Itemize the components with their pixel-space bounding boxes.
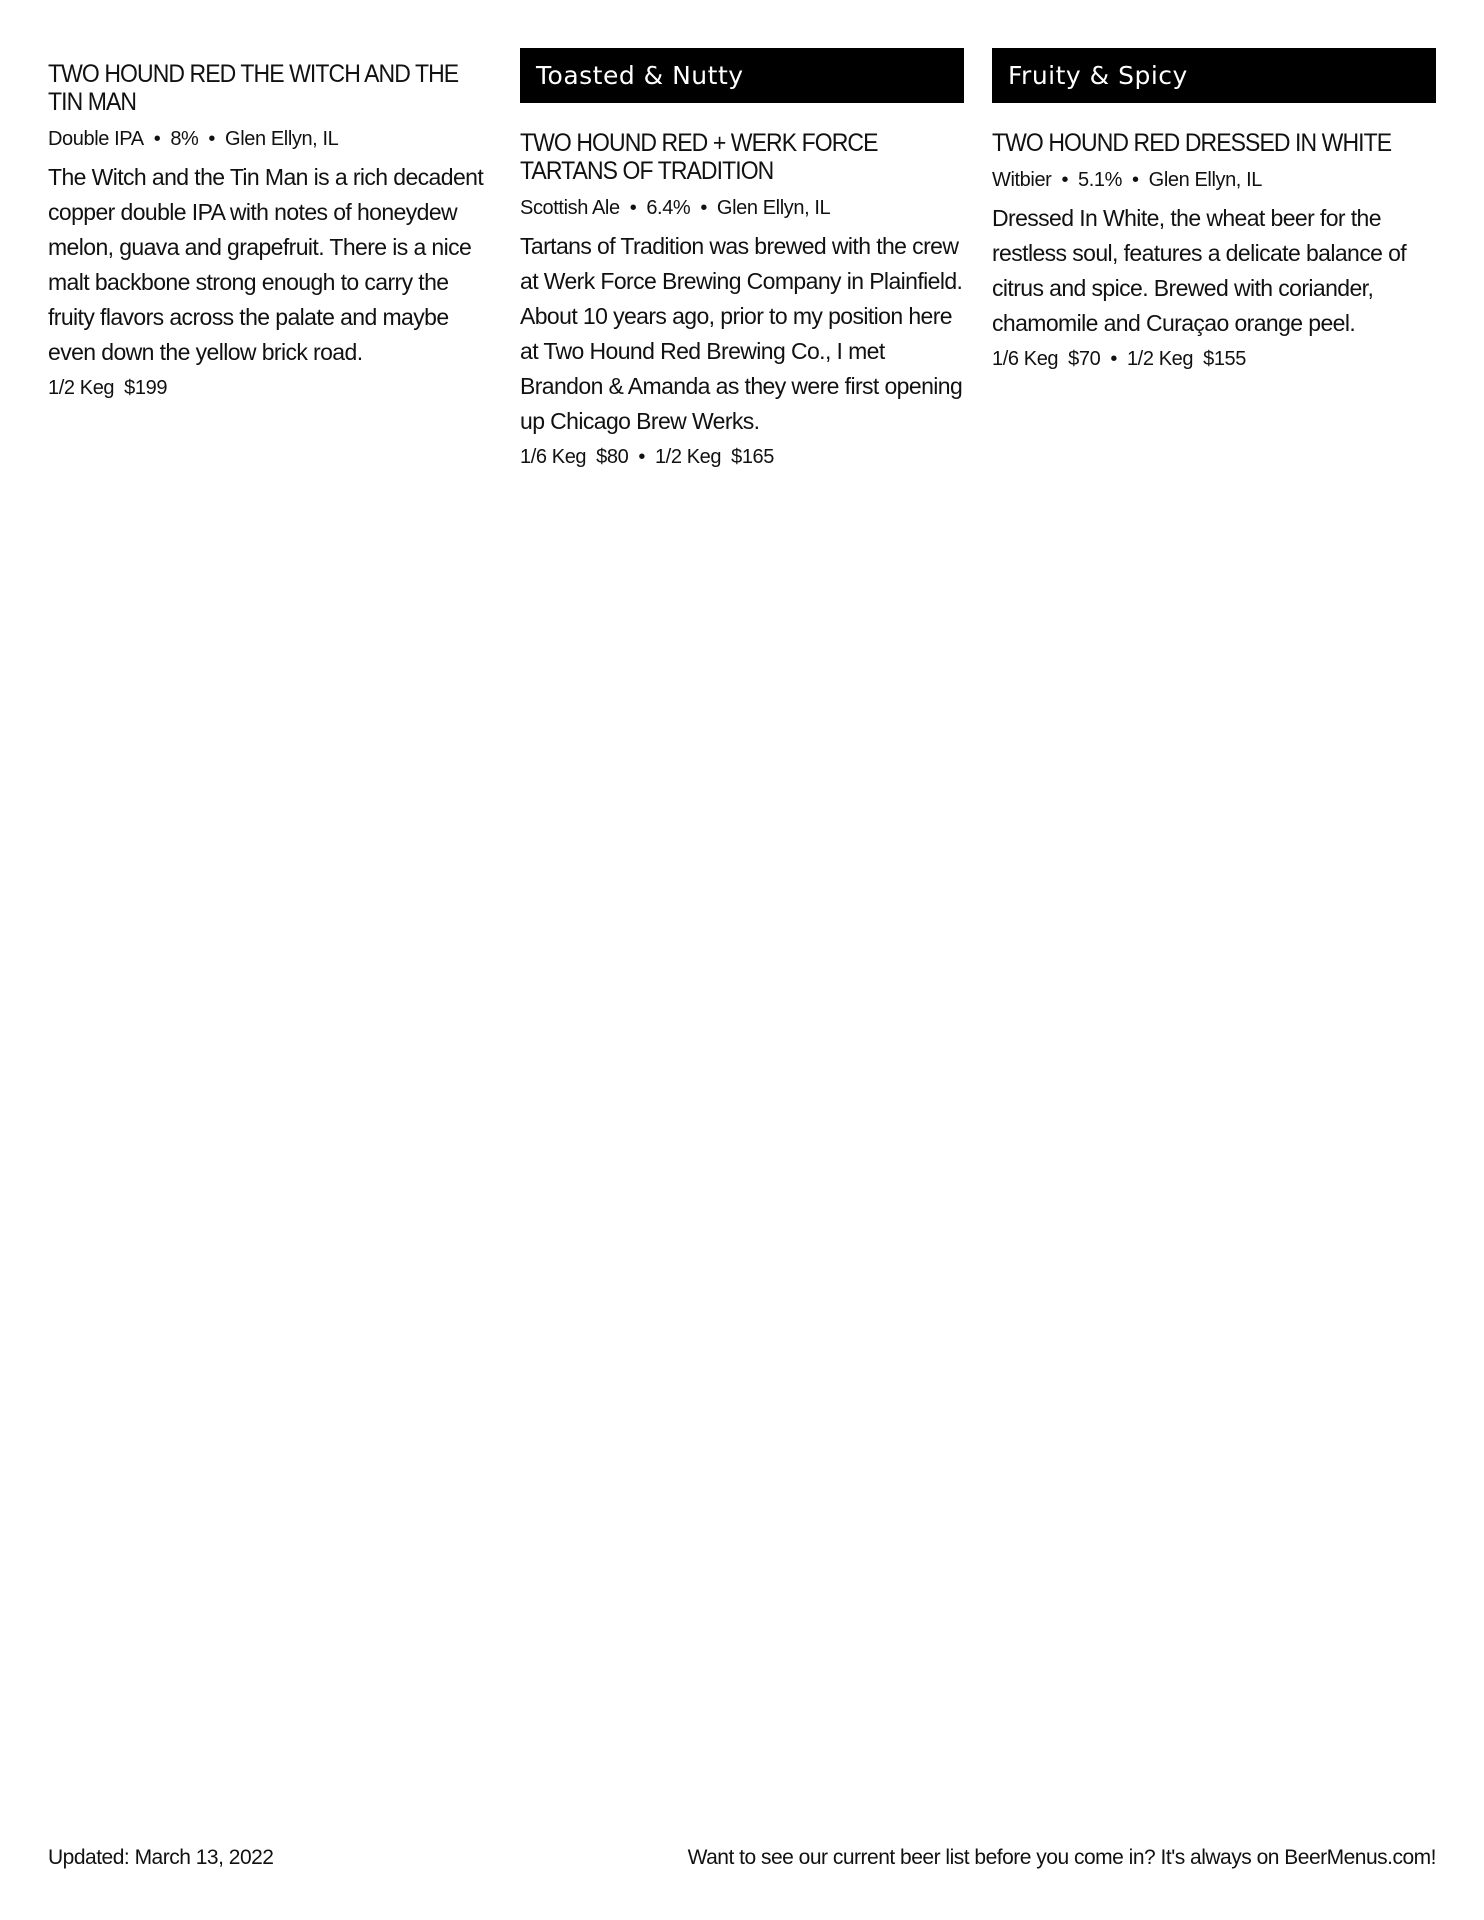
beer-prices: [520, 443, 964, 471]
beer-style: Double IPA: [48, 128, 144, 150]
section-header-fruity-spicy: Fruity & Spicy: [992, 48, 1436, 103]
menu-column-2: [520, 48, 964, 495]
beer-abv: 6.4%: [646, 197, 691, 219]
beer-meta: [520, 195, 964, 221]
separator-dot: •: [1061, 169, 1069, 191]
keg-size: 1/2 Keg: [654, 446, 722, 468]
keg-price: $199: [124, 377, 168, 399]
separator-dot: •: [208, 128, 216, 150]
beer-style: Witbier: [992, 169, 1052, 191]
beer-name: TWO HOUND RED DRESSED IN WHITE: [992, 129, 1392, 157]
beer-item: [48, 60, 492, 402]
beer-meta: [992, 167, 1436, 193]
footer-promo: Want to see our current beer list before you come in? It's always on BeerMenus.com!: [687, 1846, 1436, 1869]
separator-dot: •: [153, 128, 161, 150]
beer-description: The Witch and the Tin Man is a rich decadent copper double IPA with notes of honeydew melon, guava and grapefruit. There is a nice malt backbone strong enough to carry the fruity flavors across the palate and maybe even down the yellow brick road.: [48, 164, 484, 365]
keg-price: $70: [1068, 348, 1101, 370]
separator-dot: •: [629, 197, 637, 219]
keg-size: 1/6 Keg: [520, 446, 587, 468]
beer-prices: [992, 345, 1436, 373]
beer-name: TWO HOUND RED + WERK FORCE TARTANS OF TRADITION: [520, 129, 878, 185]
separator-dot: •: [700, 197, 707, 219]
menu-columns: [48, 48, 1436, 495]
section-header-toasted-nutty: Toasted & Nutty: [520, 48, 964, 103]
keg-size: 1/2 Keg: [1126, 348, 1194, 370]
beer-description: Tartans of Tradition was brewed with the crew at Werk Force Brewing Company in Plainfield. About 10 years ago, prior to my position here at Two Hound Red Brewing Co., I met Brandon & Amanda as they were first opening up Chicago Brew Werks.: [520, 233, 963, 434]
menu-column-1: [48, 48, 492, 495]
keg-price: $165: [731, 446, 774, 468]
beer-item: [992, 129, 1436, 373]
separator-dot: •: [1132, 169, 1139, 191]
beer-location: Glen Ellyn, IL: [716, 197, 831, 219]
beer-meta: [48, 126, 492, 152]
beer-location: Glen Ellyn, IL: [1148, 169, 1263, 191]
beer-description: Dressed In White, the wheat beer for the restless soul, features a delicate balance of citrus and spice. Brewed with coriander, chamomile and Curaçao orange peel.: [992, 205, 1407, 336]
separator-dot: •: [638, 446, 645, 468]
beer-name: TWO HOUND RED THE WITCH AND THE TIN MAN: [48, 60, 459, 116]
keg-price: $80: [596, 446, 629, 468]
beer-abv: 8%: [170, 128, 199, 150]
menu-column-3: [992, 48, 1436, 495]
keg-size: 1/2 Keg: [48, 377, 115, 399]
keg-size: 1/6 Keg: [992, 348, 1059, 370]
beer-location: Glen Ellyn, IL: [225, 128, 339, 150]
keg-price: $155: [1203, 348, 1246, 370]
updated-date: Updated: March 13, 2022: [48, 1846, 274, 1869]
beer-item: [520, 129, 964, 471]
page-footer: [48, 1846, 1436, 1870]
beer-style: Scottish Ale: [520, 197, 620, 219]
beer-prices: [48, 374, 492, 402]
separator-dot: •: [1110, 348, 1117, 370]
beer-abv: 5.1%: [1078, 169, 1123, 191]
